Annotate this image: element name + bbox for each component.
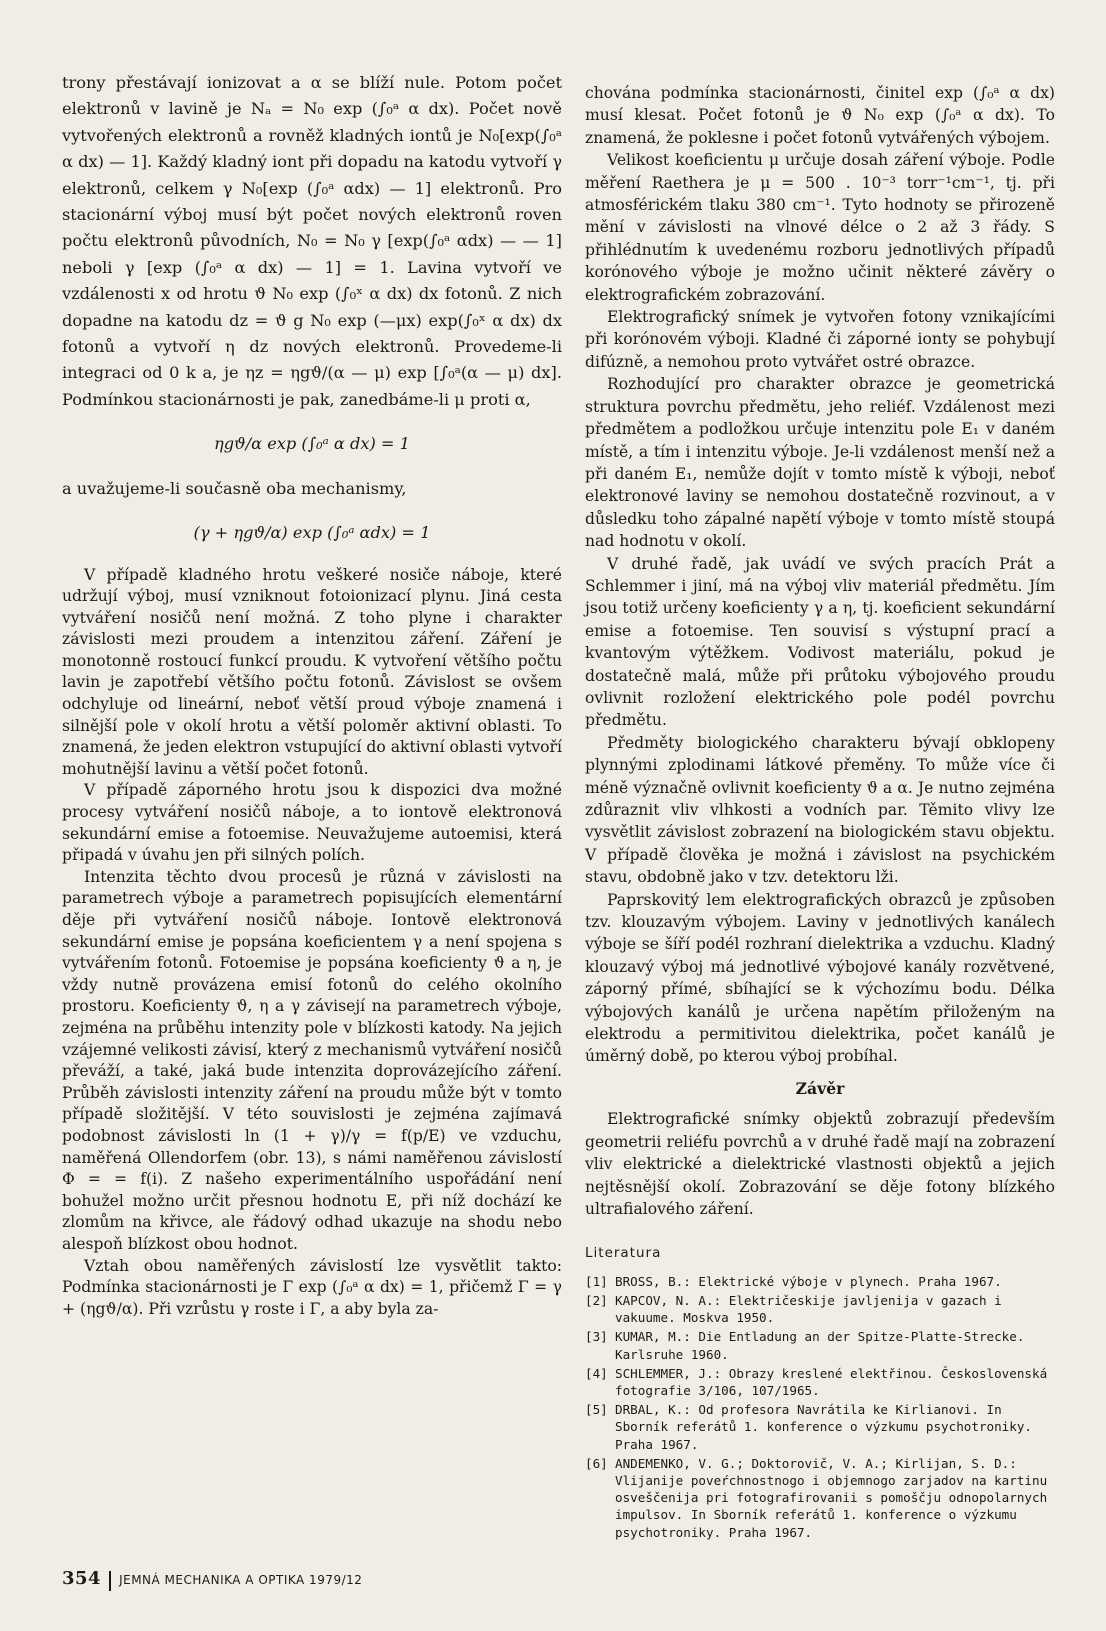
right-paragraph-1: chována podmínka stacionárnosti, činitel exp (∫₀ᵃ α dx) musí klesat. Počet fotonů je ϑ N₀ exp (∫₀ᵃ α dx). To znamená, že poklesne i počet fotonů vytvářených výbojem. — [585, 84, 1055, 147]
reference-item: [5] DRBAL, K.: Od profesora Navrátila ke Kirlianovi. In Sborník referátů 1. konference o výzkumu psychotroniky. Praha 1967. — [585, 1402, 1033, 1452]
left-paragraph-2: V případě kladného hrotu veškeré nosiče náboje, které udržují výboj, musí vzniknout fotoionizací plynu. Jiná cesta vytváření nosičů není možná. Z toho plyne i charakter závislosti mezi proudem a intenzitou záření. Záření je monotonně rostoucí funkcí proudu. K vytvoření většího počtu lavin je zapotřebí většího počtu fotonů. Závislost se ovšem odchyluje od lineární, neboť větší proud výboje znamená i silnější pole v okolí hrotu a větší poloměr aktivní oblasti. To znamená, že jeden elektron vstupující do aktivní oblasti vytvoří mohutnější lavinu a větší počet fotonů. — [62, 565, 562, 778]
left-paragraph-5: Vztah obou naměřených závislostí lze vysvětlit takto: Podmínka stacionárnosti je Γ exp (∫₀ᵃ α dx) = 1, přičemž Γ = γ + (ηgϑ/α). Při vzrůstu γ roste i Γ, a aby byla za- — [62, 1256, 562, 1318]
left-body-tight — [62, 565, 562, 1321]
left-column — [62, 70, 562, 1320]
page-footer — [62, 1568, 362, 1591]
page-number: 354 — [62, 1568, 102, 1589]
reference-item: [3] KUMAR, M.: Die Entladung an der Spitze-Platte-Strecke. Karlsruhe 1960. — [585, 1329, 1025, 1362]
reference-item: [4] SCHLEMMER, J.: Obrazy kreslené elektřinou. Československá fotografie 3/106, 107/1965. — [585, 1365, 1048, 1398]
right-paragraph-6: Předměty biologického charakteru bývají obklopeny plynnými zplodinami látkové přeměny. To může více či méně význačně ovlivnit koeficienty ϑ a α. Je nutno zejména zdůraznit vliv vlhkosti a vodních par. Těmito vlivy lze vysvětlit závislost zobrazení na biologickém stavu objektu. V případě člověka je možná i závislost na psychickém stavu, obdobně jako v tzv. detektoru lži. — [585, 733, 1055, 887]
conclusion-text: Elektrografické snímky objektů zobrazují především geometrii reliéfu povrchů a v druhé řadě mají na zobrazení vliv elektrické a dielektrické vlastnosti objektů a jejich nejtěsnější okolí. Zobrazování se děje fotony blízkého ultrafialového záření. — [585, 1110, 1055, 1218]
journal-name: JEMNÁ MECHANIKA A OPTIKA 1979/12 — [119, 1573, 363, 1587]
left-paragraph-1: trony přestávají ionizovat a α se blíží nule. Potom počet elektronů v lavině je Nₐ = N₀ exp (∫₀ᵃ α dx). Počet nově vytvořených elektronů a rovněž kladných iontů je N₀[exp(∫₀ᵃ α dx) — 1]. Každý kladný iont při dopadu na katodu vytvoří γ elektronů, celkem γ N₀[exp (∫₀ᵃ αdx) — 1] elektronů. Pro stacionární výboj musí být počet nových elektronů roven počtu elektronů původních, N₀ = N₀ γ [exp(∫₀ᵃ αdx) — — 1] neboli γ [exp (∫₀ᵃ α dx) — 1] = 1. Lavina vytvoří ve vzdálenosti x od hrotu ϑ N₀ exp (∫₀ˣ α dx) dx fotonů. Z nich dopadne na katodu dz = ϑ g N₀ exp (—μx) exp(∫₀ˣ α dx) dx fotonů a vytvoří η dz nových elektronů. Provedeme-li integraci od 0 k a, je ηz = ηgϑ/(α — μ) exp [∫₀ᵃ(α — μ) dx]. Podmínkou stacionárnosti je pak, zanedbáme-li μ proti α, — [62, 73, 562, 409]
right-paragraph-7: Paprskovitý lem elektrografických obrazců je způsoben tzv. klouzavým výbojem. Laviny v jednotlivých kanálech výboje se šíří podél rozhraní dielektrika a vzduchu. Kladný klouzavý výboj má jednotlivé výbojové kanály rozvětvené, záporný přímé, sbíhající se k výchozímu bodu. Délka výbojových kanálů je určena napětím přiloženým na elektrodu a permitivitou dielektrika, počet kanálů je úměrný době, po kterou výboj probíhal. — [585, 890, 1055, 1066]
literature-title: Literatura — [585, 1245, 662, 1262]
reference-list — [585, 1273, 1055, 1541]
equation-2: (γ + ηgϑ/α) exp (∫₀ᵃ αdx) = 1 — [193, 523, 431, 543]
reference-item: [6] ANDEMENKO, V. G.; Doktorovič, V. A.; Kirlijan, S. D.: Vlijanije poveŕchnostnogo i objemnogo zarjadov na kartinu osveščenija pri fotografirovanii s pomoščju odnopolarnych impulsov. In Sborník referátů 1. konference o výzkumu psychotroniky. Praha 1967. — [585, 1455, 1048, 1540]
left-paragraph-4: Intenzita těchto dvou procesů je různá v závislosti na parametrech výboje a parametrech popisujících elementární děje při vytváření nosičů náboje. Iontově elektronová sekundární emise je popsána koeficientem γ a není spojena s vytvářením fotonů. Fotoemise je popsána koeficienty ϑ a η, je vždy nutně provázena emisí fotonů do celého okolního prostoru. Koeficienty ϑ, η a γ závisejí na parametrech výboje, zejména na průběhu intenzity pole v blízkosti katody. Na jejich vzájemné velikosti závisí, který z mechanismů vytváření nosičů převáží, a také, jaká bude intenzita doprovázejícího záření. Průběh závislosti intenzity záření na proudu může být v tomto případě složitější. V této souvislosti je zejména zajímavá podobnost závislosti ln (1 + γ)/γ = f(p/E) ve vzduchu, naměřená Ollendorfem (obr. 13), s námi naměřenou závislostí Φ = = f(i). Z našeho experimentálního uspořádání není bohužel možno určit přesnou hodnotu E, při níž dochází ke zlomům na křivce, ale řádový odhad ukazuje na shodu nebo alespoň blízkost obou hodnot. — [62, 867, 562, 1253]
right-paragraph-3: Elektrografický snímek je vytvořen fotony vznikajícími při korónovém výboji. Kladné či záporné ionty se pohybují difúzně, a nemohou proto vytvářet ostré obrazce. — [585, 308, 1055, 371]
right-paragraph-5: V druhé řadě, jak uvádí ve svých pracích Prát a Schlemmer i jiní, má na výboj vliv materiál předmětu. Jím jsou totiž určeny koeficienty γ a η, tj. koeficient sekundární emise a fotoemise. Ten souvisí s výstupní prací a kvantovým výtěžkem. Vodivost materiálu, pokud je dostatečně malá, může při průtoku výbojového proudu ovlivnit rozložení elektrického pole podél povrchu předmětu. — [585, 554, 1055, 730]
reference-item: [2] KAPCOV, N. A.: Električeskije javljenija v gazach i vakuume. Moskva 1950. — [585, 1292, 1002, 1326]
left-mid-text: a uvažujeme-li současně oba mechanismy, — [62, 478, 407, 498]
right-column — [585, 82, 1055, 1543]
footer-separator — [109, 1571, 111, 1591]
left-paragraph-3: V případě záporného hrotu jsou k dispozici dva možné procesy vytváření nosičů náboje, a to iontově elektronová sekundární emise a fotoemise. Neuvažujeme autoemisi, která připadá v úvahu jen při silných polích. — [62, 781, 562, 865]
conclusion-title: Závěr — [795, 1078, 845, 1098]
equation-1: ηgϑ/α exp (∫₀ᵃ α dx) = 1 — [214, 434, 410, 454]
reference-item: [1] BROSS, B.: Elektrické výboje v plynech. Praha 1967. — [585, 1273, 1002, 1289]
right-paragraph-4: Rozhodující pro charakter obrazce je geometrická struktura povrchu předmětu, jeho reliéf. Vzdálenost mezi předmětem a podložkou určuje intenzitu pole E₁ v daném místě, a tím i intenzitu výboje. Je-li vzdálenost menší než a při daném E₁, nemůže dojít v tomto místě k výboji, neboť elektronové laviny se nemohou dostatečně rozvinout, a v důsledku toho zápalné napětí výboje v tomto místě stoupá nad hodnotu v okolí. — [585, 375, 1055, 551]
right-paragraph-2: Velikost koeficientu μ určuje dosah záření výboje. Podle měření Raethera je μ = 500 . 10⁻³ torr⁻¹cm⁻¹, tj. při atmosférickém tlaku 380 cm⁻¹. Tyto hodnoty se přirozeně mění v závislosti na vlnové délce o 2 až 3 řády. S přihlédnutím k uvedenému rozboru jednotlivých případů korónového výboje je možno učinit některé závěry o elektrografickém zobrazování. — [585, 151, 1055, 304]
